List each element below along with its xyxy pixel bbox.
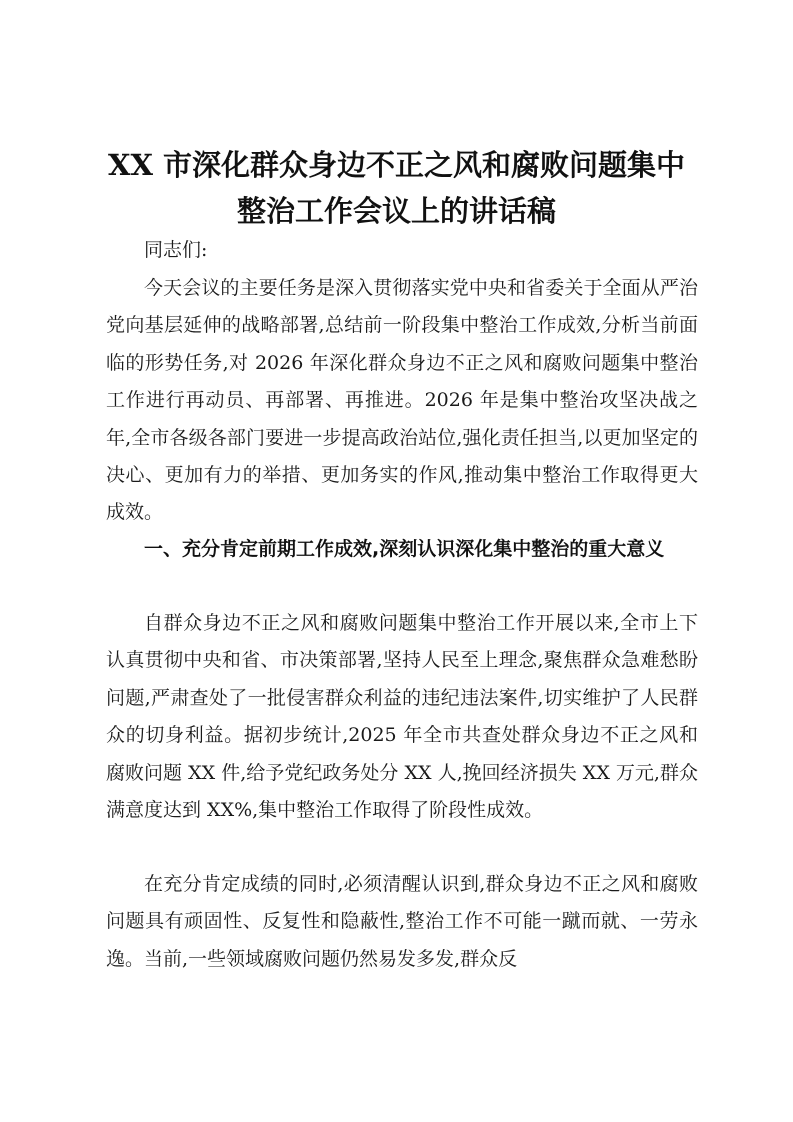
section-heading-1: 一、充分肯定前期工作成效,深刻认识深化集中整治的重大意义 (144, 538, 665, 560)
document-title-line-1: XX 市深化群众身边不正之风和腐败问题集中 (107, 148, 686, 182)
paragraph-intro: 今天会议的主要任务是深入贯彻落实党中央和省委关于全面从严治党向基层延伸的战略部署,总结前一阶段集中整治工作成效,分析当前面临的形势任务,对 2026 年深化群众身边不正之风和腐败问题集中整治工作进行再动员、再部署、再推进。2026 年是集中整治攻坚决战之年,全市各级各部门要进一步提高政治站位,强化责任担当,以更加坚定的决心、更加有力的举措、更加务实的作风,推动集中整治工作取得更大成效。 (106, 277, 698, 524)
greeting: 同志们: (144, 239, 208, 261)
document-title-line-2: 整治工作会议上的讲话稿 (236, 194, 556, 228)
paragraph-achievements: 自群众身边不正之风和腐败问题集中整治工作开展以来,全市上下认真贯彻中央和省、市决策部署,坚持人民至上理念,聚焦群众急难愁盼问题,严肃查处了一批侵害群众利益的违纪违法案件,切实维护了人民群众的切身利益。据初步统计,2025 年全市共查处群众身边不正之风和腐败问题 XX 件,给予党纪政务处分 XX 人,挽回经济损失 XX 万元,群众满意度达到 XX%,集中整治工作取得了阶段性成效。 (106, 612, 698, 822)
paragraph-challenges: 在充分肯定成绩的同时,必须清醒认识到,群众身边不正之风和腐败问题具有顽固性、反复性和隐蔽性,整治工作不可能一蹴而就、一劳永逸。当前,一些领域腐败问题仍然易发多发,群众反 (106, 873, 698, 970)
